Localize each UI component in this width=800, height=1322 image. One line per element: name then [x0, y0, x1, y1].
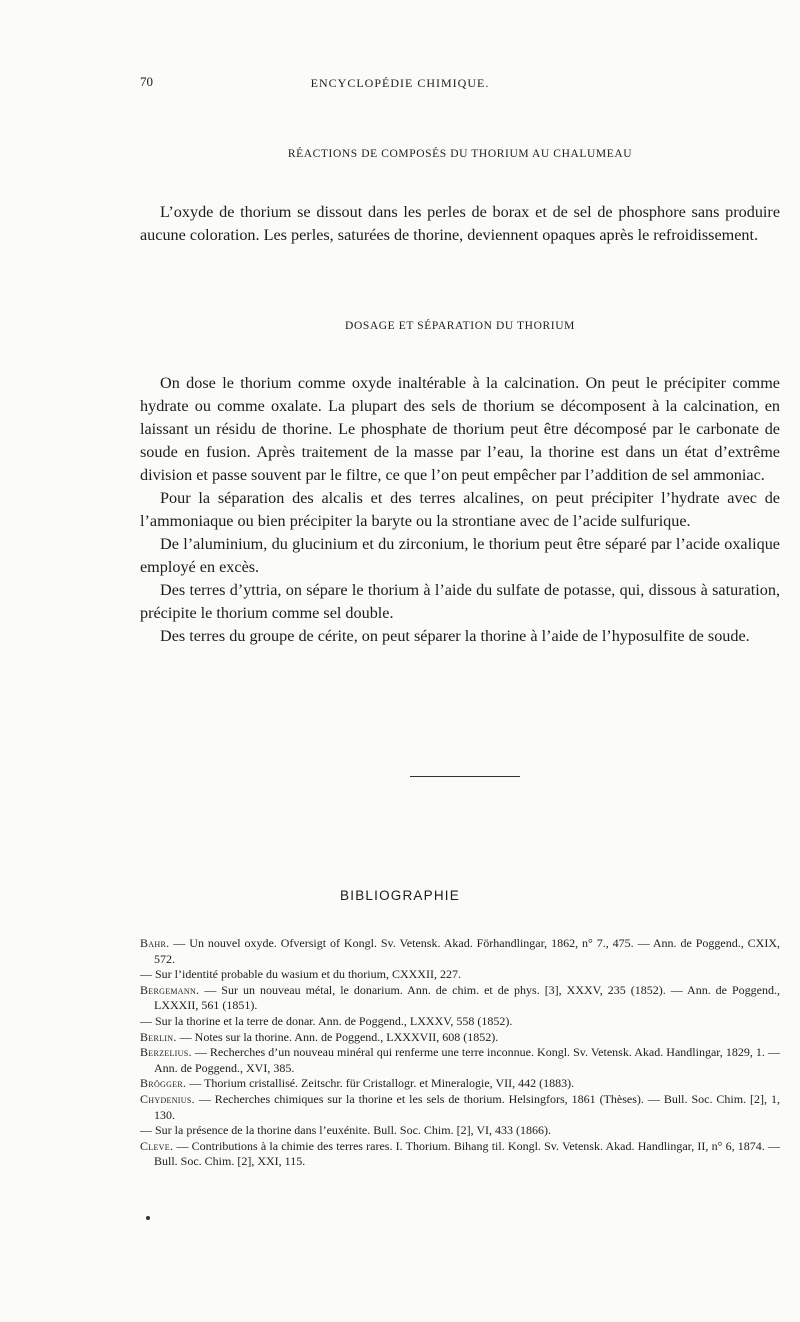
- entry-author: Bahr.: [140, 936, 170, 950]
- ink-dot: [146, 1216, 150, 1220]
- section-divider: [410, 776, 520, 777]
- bibliography-entry: [140, 1030, 780, 1046]
- entry-author: Berlin.: [140, 1029, 177, 1044]
- entry-text: — Sur l’identité probable du wasium et du thorium, CXXXII, 227.: [140, 967, 461, 982]
- bibliography-entry: [140, 1076, 780, 1092]
- section-dosage-body: [140, 372, 780, 648]
- section-title-reactions: RÉACTIONS DE COMPOSÉS DU THORIUM AU CHALUMEAU: [287, 148, 633, 160]
- bibliography-entry: [140, 1123, 780, 1139]
- entry-text: — Notes sur la thorine. Ann. de Poggend., LXXXVII, 608 (1852).: [176, 1029, 499, 1044]
- bibliography-title: BIBLIOGRAPHIE: [340, 888, 460, 903]
- paragraph: L’oxyde de thorium se dissout dans les perles de borax et de sel de phosphore sans produire aucune coloration. Les perles, saturées de thorine, deviennent opaques après le refroidissement.: [140, 203, 780, 244]
- paragraph: Des terres d’yttria, on sépare le thorium à l’aide du sulfate de potasse, qui, dissous à saturation, précipite le thorium comme sel double.: [140, 581, 780, 622]
- entry-text: — Sur un nouveau métal, le donarium. Ann. de chim. et de phys. [3], XXXV, 235 (1852). — Ann. de Poggend., LXXXII, 561 (1851).: [154, 982, 780, 1013]
- entry-author: Bergemann.: [140, 982, 200, 997]
- entry-text: — Recherches chimiques sur la thorine et les sels de thorium. Helsingfors, 1861 (Thèses). — Bull. Soc. Chim. [2], 1, 130.: [154, 1091, 780, 1122]
- bibliography-entry: [140, 1139, 780, 1170]
- entry-author: Brögger.: [140, 1076, 187, 1091]
- paragraph: Pour la séparation des alcalis et des terres alcalines, on peut précipiter l’hydrate avec de l’ammoniaque ou bien précipiter la baryte ou la strontiane avec de l’acide sulfurique.: [140, 489, 780, 530]
- paragraph: De l’aluminium, du glucinium et du zirconium, le thorium peut être séparé par l’acide oxalique employé en excès.: [140, 535, 780, 576]
- bibliography-entry: [140, 1014, 780, 1030]
- bibliography-entry: [140, 1092, 780, 1123]
- entry-author: Chydenius.: [140, 1091, 195, 1106]
- entry-author: Cleve.: [140, 1138, 174, 1153]
- bibliography-entry: [140, 983, 780, 1014]
- running-title: ENCYCLOPÉDIE CHIMIQUE.: [310, 76, 490, 90]
- entry-text: — Recherches d’un nouveau minéral qui renferme une terre inconnue. Kongl. Sv. Vetensk. Akad. Handlingar, 1829, 1. — Ann. de Poggend., XVI, 385.: [154, 1045, 780, 1075]
- entry-text: — Sur la thorine et la terre de donar. Ann. de Poggend., LXXXV, 558 (1852).: [140, 1013, 513, 1028]
- entry-text: — Un nouvel oxyde. Ofversigt of Kongl. Sv. Vetensk. Akad. Förhandlingar, 1862, n° 7., 475. — Ann. de Poggend., CXIX, 572.: [154, 936, 780, 966]
- paragraph: On dose le thorium comme oxyde inaltérable à la calcination. On peut le précipiter comme hydrate ou comme oxalate. La plupart des sels de thorium se décomposent à la calcination, en laissant un résidu de thorine. Le phosphate de thorium peut être décomposé par le carbonate de soude en fusion. Après traitement de la masse par l’eau, la thorine est dans un état d’extrême division et passe souvent par le filtre, ce que l’on peut empêcher par l’addition de sel ammoniac.: [140, 374, 780, 484]
- entry-text: — Sur la présence de la thorine dans l’euxénite. Bull. Soc. Chim. [2], VI, 433 (1866).: [140, 1123, 552, 1138]
- entry-text: — Thorium cristallisé. Zeitschr. für Cristallogr. et Mineralogie, VII, 442 (1883).: [186, 1076, 575, 1091]
- page-number: 70: [140, 74, 153, 89]
- entry-text: — Contributions à la chimie des terres rares. I. Thorium. Bihang til. Kongl. Sv. Vetensk. Akad. Handlingar, II, n° 6, 1874. — Bull. Soc. Chim. [2], XXI, 115.: [154, 1138, 780, 1169]
- bibliography-entry: [140, 1045, 780, 1076]
- entry-author: Berzelius.: [140, 1045, 192, 1060]
- bibliography-list: [140, 936, 780, 1170]
- bibliography-entry: [140, 967, 780, 983]
- paragraph: Des terres du groupe de cérite, on peut séparer la thorine à l’aide de l’hyposulfite de soude.: [160, 627, 750, 645]
- bibliography-entry: [140, 936, 780, 967]
- section-title-dosage: DOSAGE ET SÉPARATION DU THORIUM: [345, 320, 575, 332]
- section-reactions-body: [140, 201, 780, 247]
